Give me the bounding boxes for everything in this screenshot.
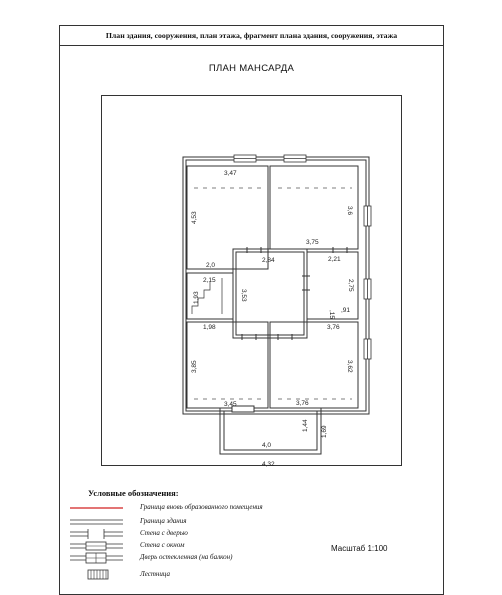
double-line-icon [68,516,128,528]
legend-label: Граница здания [140,517,187,525]
dim-balcony-inner: 4,0 [262,442,272,449]
dim-small-a: ,91 [341,307,351,314]
dim-bath-height: 2,75 [347,279,354,292]
dim-bath-width: 2,21 [328,256,341,263]
dim-bottom-right-height: 3,62 [346,360,353,373]
dim-top-right-width: 3,75 [306,239,319,246]
floor-plan-drawing [102,96,403,467]
dim-bottom-left-width: 3,45 [224,401,237,408]
dim-bottom-right-width: 3,76 [296,400,309,407]
dim-bottom-right-width: 3,76 [327,324,340,331]
stairs-icon [68,569,128,581]
dim-balcony-width: 4,32 [262,461,275,467]
dim-top-left-height: 4,53 [191,211,198,224]
legend-item-wall-door [68,528,328,540]
top-windows [234,155,306,162]
dim-stair-width: 2,15 [203,277,216,284]
dim-balcony-outer-depth: 1,69 [321,425,328,438]
dashed-boundaries [194,188,352,399]
legend-label: Лестница [140,570,170,578]
dim-corridor-width: 2,0 [206,262,216,269]
sheet-header-title: План здания, сооружения, план этажа, фрагмент плана здания, сооружения, этажа [60,26,443,46]
dim-top-right-height: 3,6 [346,206,353,216]
drawing-sheet [59,25,444,595]
legend-label: Граница вновь образованного помещения [140,503,263,511]
dim-stair-bottom: 1,98 [203,324,216,331]
wall-window-icon [68,540,128,552]
dim-bottom-left-height: 3,85 [191,360,198,373]
dim-balcony-depth: 1,44 [302,419,309,432]
legend-item-wall-window [68,540,328,552]
dim-top-left-width: 3,47 [224,170,237,177]
legend-label: Дверь остекленная (на балкон) [140,553,233,561]
legend-item-building-boundary [68,516,328,528]
plan-frame [101,95,402,466]
red-line-icon [68,502,128,514]
right-windows [364,206,371,359]
legend-title: Условные обозначения: [88,488,179,498]
building-outline [183,157,369,414]
scale-label: Масштаб 1:100 [331,544,388,553]
legend-item-new-room-boundary [68,502,328,514]
dim-hall-width: 2,84 [262,257,275,264]
glazed-door-icon [68,552,128,564]
legend-label: Стена с окном [140,541,185,549]
room-walls [187,166,358,408]
plan-title: ПЛАН МАНСАРДА [208,63,295,74]
legend-label: Стена с дверью [140,529,188,537]
dim-stair-height: 1,93 [193,291,200,304]
legend-item-glazed-door [68,552,328,564]
dim-small-b: ,15 [328,310,335,320]
dim-hall-height: 3,53 [240,289,247,302]
legend-item-stairs [68,569,328,581]
wall-door-icon [68,528,128,540]
